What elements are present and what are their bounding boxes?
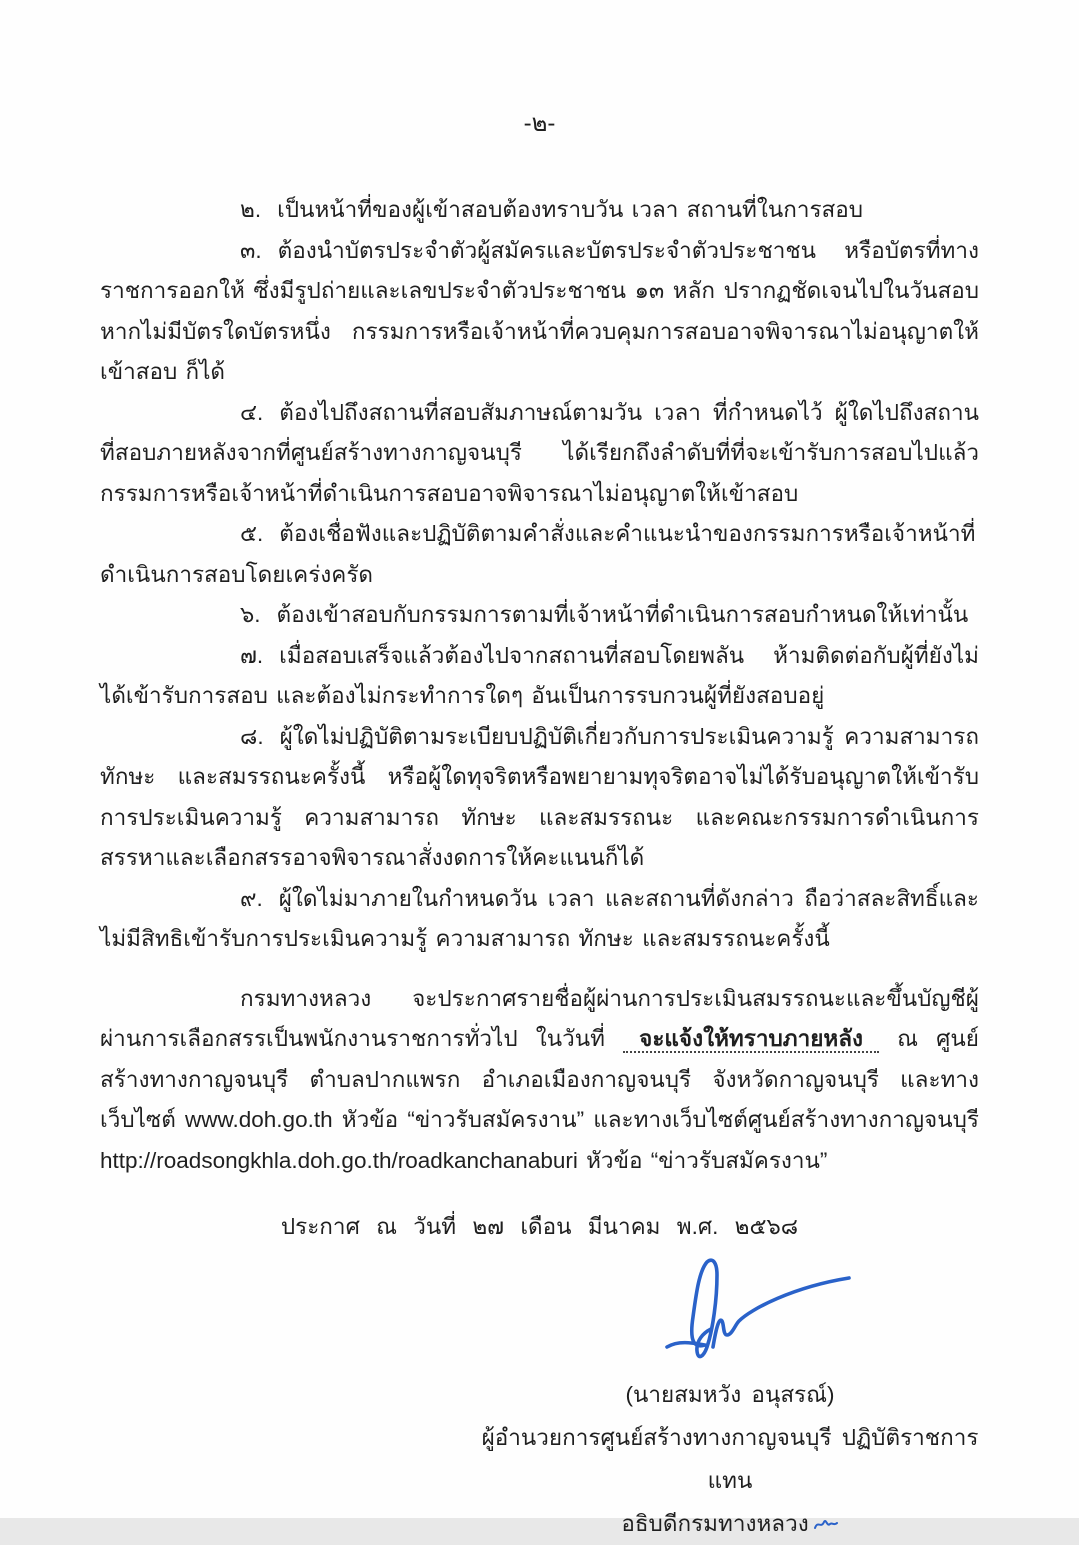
signature-block	[460, 1255, 1000, 1545]
item-2-text: เป็นหน้าที่ของผู้เข้าสอบต้องทราบวัน เวลา สถานที่ในการสอบ	[277, 197, 864, 222]
item-4-text: ต้องไปถึงสถานที่สอบสัมภาษณ์ตามวัน เวลา ที่กำหนดไว้ ผู้ใดไปถึงสถานที่สอบภายหลังจากที่ศูนย์สร้างทางกาญจนบุรี ได้เรียกถึงลำดับที่ที่จะเข้ารับการสอบไปแล้ว กรรมการหรือเจ้าหน้าที่ดำเนินการสอบอาจพิจารณาไม่อนุญาตให้เข้าสอบ	[100, 399, 979, 506]
item-8-number: ๘.	[240, 723, 264, 749]
item-3-number: ๓.	[240, 237, 262, 263]
item-6	[100, 595, 979, 636]
signatory-position-line2: อธิบดีกรมทางหลวง	[460, 1502, 1000, 1545]
item-9	[100, 879, 979, 960]
item-7	[100, 636, 979, 717]
closing-paragraph	[100, 979, 979, 1182]
signatory-position-line1: ผู้อำนวยการศูนย์สร้างทางกาญจนบุรี ปฏิบัติราชการแทน	[481, 1425, 979, 1493]
item-9-number: ๙.	[240, 885, 263, 911]
issued-date-line: ประกาศ ณ วันที่ ๒๗ เดือน มีนาคม พ.ศ. ๒๕๖๘	[280, 1214, 799, 1239]
item-5-number: ๕.	[240, 521, 264, 546]
item-2	[100, 190, 979, 231]
announcement-date-blank: จะแจ้งให้ทราบภายหลัง	[623, 1026, 879, 1053]
item-8-text: ผู้ใดไม่ปฏิบัติตามระเบียบปฏิบัติเกี่ยวกับการประเมินความรู้ ความสามารถ ทักษะ และสมรรถนะครั้งนี้ หรือผู้ใดทุจริตหรือพยายามทุจริตอาจไม่ได้รับอนุญาตให้เข้ารับการประเมินความรู้ ความสามารถ ทักษะ และสมรรถนะ และคณะกรรมการดำเนินการสรรหาและเลือกสรรอาจพิจารณาสั่งงดการให้คะแนนก็ได้	[100, 723, 979, 870]
item-3	[100, 231, 979, 393]
item-4	[100, 393, 979, 515]
initial-ink-mark	[813, 1515, 839, 1533]
closing-text-before: กรมทางหลวง จะประกาศรายชื่อผู้ผ่านการประเมินสมรรถนะและขึ้นบัญชีผู้ผ่านการเลือกสรรเป็นพนักงานราชการทั่วไป ในวันที่	[100, 985, 979, 1051]
item-8	[100, 717, 979, 879]
page-number: -๒-	[523, 110, 556, 137]
closing-text-after: ณ ศูนย์สร้างทางกาญจนบุรี ตำบลปากแพรก อำเภอเมืองกาญจนบุรี จังหวัดกาญจนบุรี และทางเว็บไซต์ www.doh.go.th หัวข้อ “ข่าวรับสมัครงาน” และทางเว็บไซต์ศูนย์สร้างทางกาญจนบุรี http://roadsongkhla.doh.go.th/roadkanchanaburi หัวข้อ “ข่าวรับสมัครงาน”	[100, 1026, 979, 1173]
signature-ink	[653, 1255, 863, 1373]
item-5	[100, 514, 979, 595]
item-6-number: ๖.	[240, 602, 261, 627]
item-7-text: เมื่อสอบเสร็จแล้วต้องไปจากสถานที่สอบโดยพลัน ห้ามติดต่อกับผู้ที่ยังไม่ได้เข้ารับการสอบ และต้องไม่กระทำการใดๆ อันเป็นการรบกวนผู้ที่ยังสอบอยู่	[100, 642, 979, 708]
item-2-number: ๒.	[240, 197, 262, 222]
item-6-text: ต้องเข้าสอบกับกรรมการตามที่เจ้าหน้าที่ดำเนินการสอบกำหนดให้เท่านั้น	[276, 602, 969, 627]
item-9-text: ผู้ใดไม่มาภายในกำหนดวัน เวลา และสถานที่ดังกล่าว ถือว่าสละสิทธิ์และไม่มีสิทธิเข้ารับการประเมินความรู้ ความสามารถ ทักษะ และสมรรถนะครั้งนี้	[100, 885, 979, 951]
item-4-number: ๔.	[240, 399, 264, 425]
document-body	[100, 190, 979, 1181]
signatory-name: (นายสมหวัง อนุสรณ์)	[625, 1382, 835, 1407]
item-7-number: ๗.	[240, 642, 264, 668]
item-3-text: ต้องนำบัตรประจำตัวผู้สมัครและบัตรประจำตัวประชาชน หรือบัตรที่ทางราชการออกให้ ซึ่งมีรูปถ่ายและเลขประจำตัวประชาชน ๑๓ หลัก ปรากฏชัดเจนไปในวันสอบ หากไม่มีบัตรใดบัตรหนึ่ง กรรมการหรือเจ้าหน้าที่ควบคุมการสอบอาจพิจารณาไม่อนุญาตให้เข้าสอบ ก็ได้	[100, 237, 979, 384]
item-5-text: ต้องเชื่อฟังและปฏิบัติตามคำสั่งและคำแนะนำของกรรมการหรือเจ้าหน้าที่ดำเนินการสอบโดยเคร่งครัด	[100, 521, 976, 587]
